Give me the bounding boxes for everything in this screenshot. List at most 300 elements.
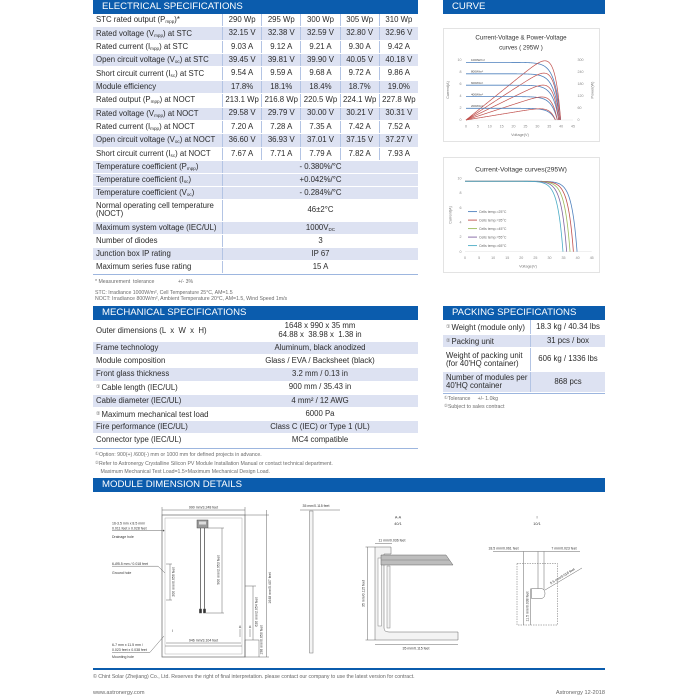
spec-value: 9.12 A [261, 41, 300, 53]
spec-label [93, 421, 222, 433]
spec-row [93, 421, 418, 434]
spec-value: 9.42 A [379, 41, 418, 53]
spec-value: 31 pcs / box [530, 335, 605, 347]
footnote-text: Subject to sales contract [447, 404, 505, 410]
mechanical-footnote [95, 452, 262, 458]
spec-value: 7.93 A [379, 148, 418, 160]
x-tick-label: 5 [476, 124, 479, 129]
y-tick-label: 0 [459, 118, 462, 123]
spec-value: 7.28 A [261, 121, 300, 133]
spec-value: 30.00 V [300, 108, 339, 120]
spec-label [93, 222, 222, 234]
spec-value: 9.59 A [261, 67, 300, 79]
module-side-view [300, 504, 340, 653]
x-tick-label: 45 [571, 124, 575, 129]
spec-value: 868 pcs [530, 372, 605, 392]
spec-value: 36.60 V [222, 134, 261, 146]
spec-label [93, 368, 222, 380]
spec-value: Aluminum, black anodized [274, 342, 366, 352]
packing-specs-table [443, 320, 605, 394]
label-main: Maximum mechanical test load [101, 409, 209, 419]
spec-label [93, 235, 222, 247]
label-main: Cable diameter (IEC/UL) [96, 395, 182, 405]
y2-tick-label: 300 [577, 58, 584, 63]
label-main: Rated current (I [96, 122, 151, 132]
spec-row [93, 67, 418, 80]
website-link[interactable]: www.astronergy.com [93, 689, 145, 696]
offset-label: 18.5 mm/0.061 feet [488, 546, 519, 551]
electrical-specs-table [93, 14, 418, 275]
spec-label-text [96, 136, 215, 144]
spec-value: 305 Wp [340, 14, 379, 26]
label-line: 40'HQ container [446, 381, 503, 390]
spec-row [93, 395, 418, 408]
label-subscript: mpp [186, 165, 196, 171]
spec-label [93, 54, 222, 66]
footer-brand-date [556, 690, 605, 696]
label-subscript: mpp [150, 45, 160, 51]
spec-row [443, 320, 605, 335]
y2-tick-label: 240 [577, 70, 584, 75]
x-tick-label: 35 [561, 256, 566, 261]
label-main: Normal operating cell temperature (NOCT) [96, 201, 214, 219]
irradiance-label: 400W/m² [471, 92, 484, 97]
spec-label [93, 261, 222, 273]
value-subscript: DC [328, 226, 336, 232]
value-line-in: 64.88 x 38.98 x 1.38 in [278, 329, 362, 339]
spec-value: 4 mm² / 12 AWG [291, 395, 349, 405]
label-subscript: sc [183, 178, 189, 184]
footnote-text: Refer to Astronergy Crystalline Silicon PV Module Installation Manual or contact technical department. [98, 461, 333, 467]
label-line: Number of modules per [446, 373, 528, 382]
connector [203, 609, 205, 613]
footnote-mark: ② [446, 337, 451, 344]
spec-value [222, 222, 418, 234]
label-main: Short circuit current (I [96, 68, 171, 78]
spec-label-text [96, 70, 204, 78]
y-tick-label: 10 [457, 176, 462, 181]
mechanical-footnote [95, 461, 333, 467]
spec-label [93, 27, 222, 39]
spec-row [93, 94, 418, 107]
spec-value: 606 kg / 1336 lbs [530, 348, 605, 371]
spec-row [93, 368, 418, 381]
label-main: Cable length (IEC/UL) [101, 383, 178, 393]
spec-row [93, 320, 418, 342]
drainage-size-line-2: 0.011 feet x 0.028 feet [112, 526, 147, 531]
label-suffix: ) at STC [163, 28, 193, 38]
curve-header: CURVE [443, 0, 605, 14]
y-tick-label: 0 [459, 249, 462, 254]
label-line: Weight of packing unit [446, 350, 523, 360]
spec-row [93, 200, 418, 222]
spec-value: - 0.284%/°C [222, 187, 418, 199]
packing-footnote [444, 396, 498, 402]
spec-label [93, 382, 222, 394]
x-tick-label: 0 [465, 124, 467, 129]
y-axis-title: Current(A) [446, 81, 450, 99]
label-main: Module composition [96, 356, 166, 366]
frame-cavity [378, 558, 382, 626]
irradiance-label: 1000W/m² [471, 58, 485, 63]
label-main: Open circuit voltage (V [96, 135, 175, 145]
slot-width-label: 5.5 mm/0.018 feet [549, 567, 576, 586]
spec-label-text [96, 123, 195, 131]
spec-value: 37.01 V [300, 134, 339, 146]
x-tick-label: 40 [575, 256, 580, 261]
y-tick-label: 4 [459, 220, 462, 225]
x-tick-label: 20 [511, 124, 516, 129]
spec-value: 9.86 A [379, 67, 418, 79]
footer-brand: Astronergy [555, 689, 583, 696]
x-tick-label: 45 [589, 256, 594, 261]
footnote-mark: ① [446, 323, 451, 330]
spec-row [93, 108, 418, 121]
legend-label: Cells temp.=25°C [479, 209, 507, 214]
spec-value: 46±2°C [222, 200, 418, 221]
footnote-mark: ① [444, 396, 448, 401]
spec-value: 6000 Pa [305, 408, 335, 418]
spec-label-text [96, 43, 188, 51]
label-main: Temperature coefficient (I [96, 174, 184, 184]
spec-label [443, 348, 530, 371]
label-subscript: mpp [154, 112, 164, 118]
label-suffix: ) at NOCT [179, 135, 216, 145]
x-tick-label: 25 [523, 124, 528, 129]
spec-row [93, 408, 418, 421]
ground-dimension-label: 200 mm/0.656 feet [171, 567, 176, 597]
label-suffix: ) at NOCT [159, 95, 196, 105]
spec-value: 9.68 A [300, 67, 339, 79]
label-line: (for 40'HQ container) [446, 358, 519, 368]
spec-label-text [96, 189, 194, 197]
label-subscript: sc [170, 72, 176, 78]
footnote-mark: ② [96, 410, 101, 417]
spec-value: 18.4% [300, 81, 339, 93]
label-wrap [446, 337, 494, 346]
spec-label [443, 372, 530, 392]
y-tick-label: 2 [459, 106, 462, 111]
irradiance-label: 200W/m² [471, 104, 484, 108]
irradiance-label: 600W/m² [471, 80, 484, 85]
legend-label: Cells temp.=45°C [479, 226, 507, 231]
spec-label-text [96, 96, 195, 104]
spec-value: - 0.380%/°C [222, 161, 418, 173]
spec-label [93, 94, 222, 106]
y-axis-title: Current(A) [448, 206, 453, 224]
label-main: Number of diodes [96, 235, 158, 245]
y2-tick-label: 180 [577, 82, 584, 87]
spec-label [93, 320, 222, 341]
label-subscript: mpp [165, 19, 175, 25]
spec-label [443, 335, 530, 347]
spec-label [93, 134, 222, 146]
spec-label [93, 200, 222, 221]
spec-value: 18.1% [261, 81, 300, 93]
spec-row [93, 81, 418, 94]
footnote-mark: ① [95, 452, 99, 457]
label-main: Short circuit current (I [96, 148, 171, 158]
spec-value: 30.31 V [379, 108, 418, 120]
spec-label-text [96, 30, 192, 38]
x-tick-label: 30 [547, 256, 552, 261]
x-tick-label: 0 [464, 256, 466, 261]
spec-value: 7.67 A [222, 148, 261, 160]
label-main: Rated output (P [96, 95, 151, 105]
footnote-mark: ① [96, 384, 101, 391]
spec-label-text [96, 176, 191, 184]
y2-tick-label: 120 [577, 94, 584, 99]
spec-value: 39.90 V [300, 54, 339, 66]
irradiance-label: 800W/m² [471, 69, 484, 74]
mechanical-specs-table [93, 320, 418, 449]
spec-value: 310 Wp [379, 14, 418, 26]
spec-value: 7.20 A [222, 121, 261, 133]
spec-row [93, 235, 418, 248]
spec-row [93, 187, 418, 200]
detail-scale: 10/1 [533, 522, 541, 526]
copyright-text: © Chint Solar (Zhejiang) Co., Ltd. Reserves the right of final interpretation. please contact our company to use the latest version for contract. [93, 673, 415, 680]
spec-value: 7.79 A [300, 148, 339, 160]
chart-title-line-1: Current-Voltage & Power-Voltage [475, 34, 567, 42]
label-main: Rated voltage (V [96, 108, 155, 118]
footer-date: 12-2018 [584, 689, 605, 696]
mechanical-footnote: Maximum Mechanical Test Load=1.5×Maximum Mechanical Design Load. [100, 468, 270, 475]
tolerance-note-value: +/- 3% [178, 279, 194, 285]
mount-label: Mounting hole [112, 655, 134, 659]
mounting-slot [532, 589, 546, 599]
label-main: Temperature coefficient (V [96, 187, 187, 197]
footnote-text: Option: 900(+) /600(-) mm or 1000 mm for defined projects in advance. [98, 452, 262, 458]
chart-marks [458, 58, 584, 129]
spec-value: 19.0% [379, 81, 418, 93]
spec-row [93, 382, 418, 395]
y2-axis-title: Power(W) [590, 81, 595, 99]
frame-web [387, 566, 390, 628]
detail-title: I [536, 515, 538, 520]
spec-value: 213.1 Wp [222, 94, 261, 106]
label-subscript: mpp [150, 126, 160, 132]
mount-size-line-1: 6-7 mm x 11.5 mm / [112, 643, 143, 647]
legend-label: Cells temp.=35°C [479, 218, 507, 223]
label-main: Connector type (IEC/UL) [96, 435, 182, 445]
height-dimension-label: 35 mm/0.115 feet [361, 580, 366, 607]
spec-label-text [96, 56, 209, 64]
detail-marker: I [172, 629, 173, 633]
label-main: Maximum series fuse rating [96, 261, 192, 271]
legend-label: Cells temp.=55°C [479, 235, 507, 240]
spec-value: Glass / EVA / Backsheet (black) [265, 356, 375, 366]
y-tick-label: 4 [459, 94, 462, 99]
slot-length-label: 11.5 mm/0.038 feet [525, 591, 530, 622]
x-tick-label: 40 [559, 124, 564, 129]
spec-row [93, 161, 418, 174]
spec-value: 29.58 V [222, 108, 261, 120]
label-wrap [446, 323, 525, 332]
electrical-specs-header: ELECTRICAL SPECIFICATIONS [93, 0, 418, 14]
spec-value: 224.1 Wp [340, 94, 379, 106]
section-marker: A [238, 625, 242, 629]
drainage-label: Drainage hole [112, 535, 134, 539]
x-tick-label: 10 [487, 124, 492, 129]
iv-temperature-curve [465, 181, 570, 251]
spec-value: MC4 compatible [291, 435, 349, 445]
width-dimension-label: 35 mm/0.115 feet [402, 646, 430, 651]
spec-value: 32.96 V [379, 27, 418, 39]
value-text: 1000V [305, 222, 329, 232]
spec-label [93, 248, 222, 260]
spec-label [93, 395, 222, 407]
label-main: Temperature coefficient (P [96, 161, 187, 171]
spec-value: 9.21 A [300, 41, 339, 53]
spec-label [93, 41, 222, 53]
spec-value: 220.5 Wp [300, 94, 339, 106]
spec-label [93, 148, 222, 160]
cable-dimension-label: 900 mm/2.953 feet [216, 555, 221, 585]
footnote-mark: ② [95, 461, 99, 466]
spec-value: 7.42 A [340, 121, 379, 133]
label-suffix: ) at STC [175, 68, 205, 78]
spec-label [93, 108, 222, 120]
ground-size: 6-Ø5.5 mm / 0.018 feet [112, 562, 148, 566]
mount-spacing-label: 946 mm/3.104 feet [188, 638, 219, 643]
spec-label [93, 408, 222, 420]
spec-row [93, 14, 418, 27]
section-title: A-A [394, 515, 402, 520]
x-axis-title: Voltage(V) [511, 133, 529, 137]
spec-row [93, 148, 418, 161]
spec-label [93, 342, 222, 354]
legend-label: Cells temp.=65°C [479, 243, 507, 248]
label-suffix: )* [174, 15, 180, 25]
chart-title-line-2: curves ( 295W ) [499, 44, 543, 52]
label-wrap [96, 410, 209, 419]
iv-pv-chart-plot [443, 28, 600, 142]
spec-row [93, 222, 418, 235]
spec-value: Class C (IEC) or Type 1 (UL) [270, 422, 370, 432]
spec-label [93, 67, 222, 79]
spec-row [93, 121, 418, 134]
y2-tick-label: 60 [577, 106, 582, 111]
drainage-size-line-1: 16-3.5 mm x 8.5 mm/ [112, 521, 146, 526]
spec-row [93, 54, 418, 67]
width-dimension-label: 990 mm/3.248 feet [188, 505, 219, 510]
label-main: Module efficiency [96, 81, 157, 91]
spec-row [93, 27, 418, 40]
spec-value: 40.05 V [340, 54, 379, 66]
iv-temperature-curve [465, 181, 567, 251]
spec-value: 7.71 A [261, 148, 300, 160]
spec-value: IP 67 [222, 248, 418, 260]
x-tick-label: 35 [547, 124, 552, 129]
label-main: Front glass thickness [96, 369, 170, 379]
spec-value: 18.3 kg / 40.34 lbs [530, 320, 605, 334]
x-axis-title: Voltage(V) [519, 264, 537, 269]
value-main [306, 224, 335, 232]
spec-value: 32.59 V [300, 27, 339, 39]
spec-value [222, 320, 418, 341]
label-main: Rated current (I [96, 41, 151, 51]
label-subscript: sc [170, 152, 176, 158]
label-main: STC rated output (P [96, 15, 166, 25]
spec-label-text [96, 16, 180, 24]
corner-detail-box [245, 640, 259, 657]
label-main: Fire performance (IEC/UL) [96, 422, 188, 432]
spec-value: 32.15 V [222, 27, 261, 39]
label-main: Packing unit [451, 336, 494, 346]
label-subscript: oc [174, 139, 180, 145]
spec-label-text [96, 110, 199, 118]
x-tick-label: 30 [535, 124, 540, 129]
detail-i-view [488, 516, 582, 626]
spec-value: 295 Wp [261, 14, 300, 26]
spec-value: 9.54 A [222, 67, 261, 79]
pv-curve [466, 109, 555, 120]
label-suffix: ) at NOCT [159, 122, 195, 132]
spec-value: 36.93 V [261, 134, 300, 146]
dimension-details-header: MODULE DIMENSION DETAILS [93, 478, 605, 492]
packing-specs-header: PACKING SPECIFICATIONS [443, 306, 605, 320]
spec-value: 3.2 mm / 0.13 in [292, 369, 348, 379]
footer-divider [93, 668, 605, 670]
iv-temperature-chart-plot [443, 157, 600, 273]
label-main: Open circuit voltage (V [96, 55, 175, 65]
spec-value: 7.35 A [300, 121, 339, 133]
label-main: Weight (module only) [451, 322, 526, 332]
x-tick-label: 5 [478, 256, 481, 261]
spec-value: 32.38 V [261, 27, 300, 39]
label-subscript: mpp [150, 99, 160, 105]
spec-value: 227.8 Wp [379, 94, 418, 106]
thickness-label: 35 mm/0.115 feet [302, 503, 330, 508]
spec-value: 900 mm / 35.43 in [288, 382, 352, 392]
spec-row [93, 174, 418, 187]
y-tick-label: 10 [457, 58, 462, 63]
spec-value: 9.30 A [340, 41, 379, 53]
label-suffix: ) at NOCT [175, 148, 211, 158]
section-a-a-view [362, 516, 459, 651]
length-dimension-label: 1648 mm/5.407 feet [268, 572, 272, 604]
label-main: Outer dimensions (L x W x H) [96, 325, 207, 335]
spec-value: 32.80 V [340, 27, 379, 39]
label-suffix: ) at STC [159, 41, 189, 51]
spec-row [93, 434, 418, 447]
spec-value: 39.45 V [222, 54, 261, 66]
noct-note: NOCT: Irradiance 800W/m², Ambient Temperature 20°C, AM=1.5, Wind Speed 1m/s [95, 295, 288, 302]
spec-label [93, 355, 222, 367]
spec-value: 39.81 V [261, 54, 300, 66]
label-subscript: oc [186, 191, 192, 197]
spec-value: 18.7% [340, 81, 379, 93]
spec-label [93, 187, 222, 199]
chart-marks [458, 177, 594, 261]
iv-temperature-curve [465, 181, 563, 251]
label-subscript: mpp [154, 32, 164, 38]
spec-label-text [96, 150, 211, 158]
lip-dimension-label: 11 mm/0.036 feet [378, 538, 406, 543]
spec-label [93, 434, 222, 446]
spec-row [443, 335, 605, 348]
spec-row [93, 261, 418, 274]
spec-value: 216.8 Wp [261, 94, 300, 106]
label-main: Maximum system voltage (IEC/UL) [96, 222, 217, 232]
section-marker: A [248, 625, 252, 629]
spec-value: 30.21 V [340, 108, 379, 120]
spec-row [443, 348, 605, 372]
x-tick-label: 20 [519, 256, 524, 261]
slot-offset-label: 7 mm/0.023 feet [551, 546, 577, 551]
section-scale: 40/1 [394, 522, 402, 526]
